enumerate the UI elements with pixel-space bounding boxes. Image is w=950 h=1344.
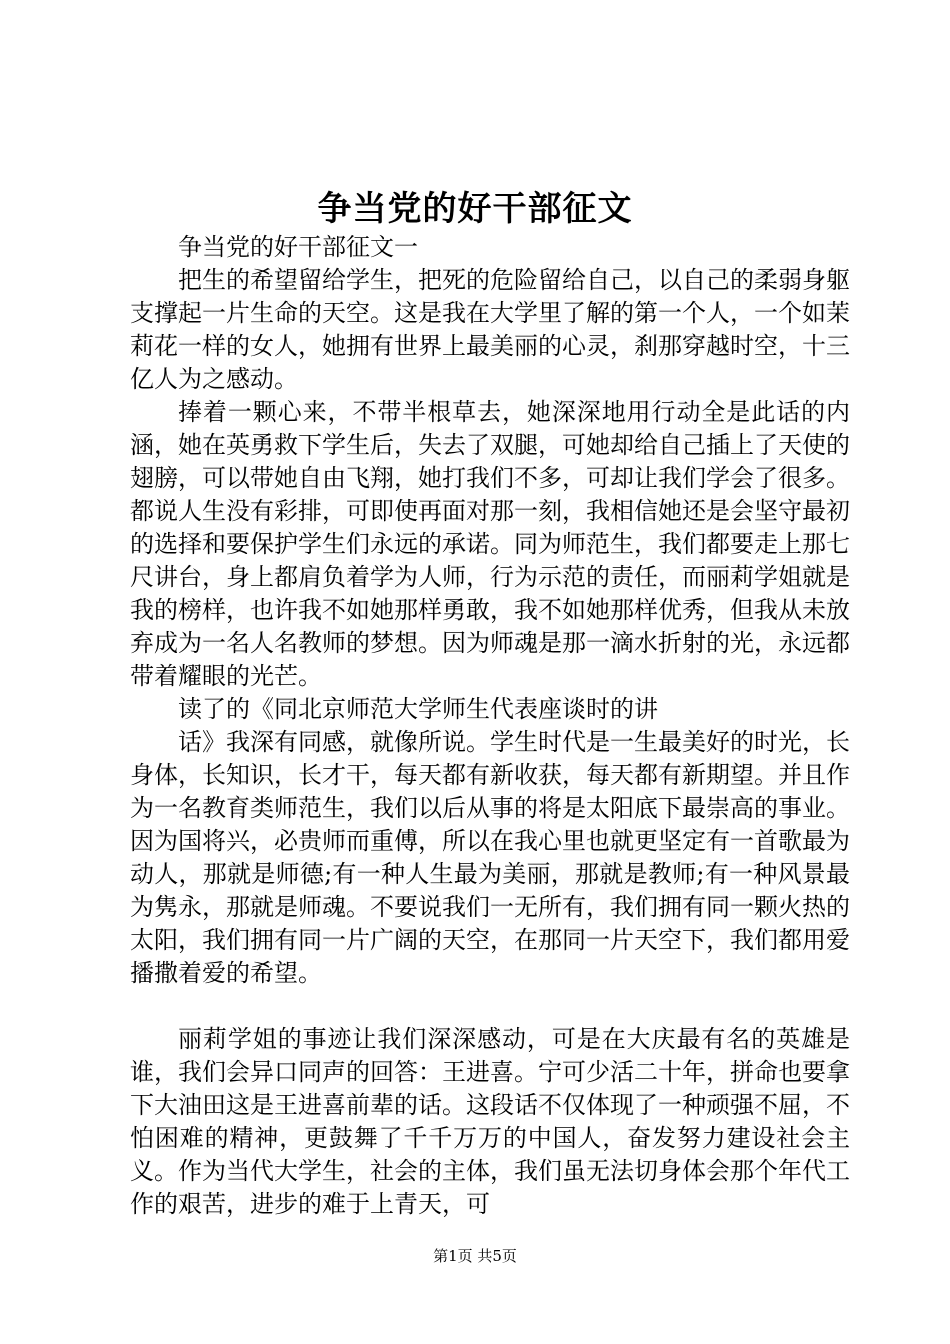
document-title: 争当党的好干部征文 <box>317 189 633 229</box>
paragraph: 把生的希望留给学生，把死的危险留给自己，以自己的柔弱身躯支撑起一片生命的天空。这是我在大学里了解的第一个人，一个如茉莉花一样的女人，她拥有世界上最美丽的心灵，刹那穿越时空，十三亿人为之感动。 <box>130 266 850 393</box>
paragraph: 捧着一颗心来，不带半根草去，她深深地用行动全是此话的内涵，她在英勇救下学生后，失去了双腿，可她却给自己插上了天使的翅膀，可以带她自由飞翔，她打我们不多，可却让我们学会了很多。都说人生没有彩排，可即使再面对那一刻，我相信她还是会坚守最初的选择和要保护学生们永远的承诺。同为师范生，我们都要走上那七尺讲台，身上都肩负着学为人师，行为示范的责任，而丽莉学姐就是我的榜样，也许我不如她那样勇敢，我不如她那样优秀，但我从未放弃成为一名人名教师的梦想。因为师魂是那一滴水折射的光，永远都带着耀眼的光芒。 <box>130 398 850 690</box>
document-body <box>130 231 850 1221</box>
paragraph: 丽莉学姐的事迹让我们深深感动，可是在大庆最有名的英雄是谁，我们会异口同声的回答：王进喜。宁可少活二十年，拼命也要拿下大油田这是王进喜前辈的话。这段话不仅体现了一种顽强不屈，不怕困难的精神，更鼓舞了千千万万的中国人，奋发努力建设社会主义。作为当代大学生，社会的主体，我们虽无法切身体会那个年代工作的艰苦，进步的难于上青天，可 <box>130 1025 850 1218</box>
paragraph-subtitle: 争当党的好干部征文一 <box>178 233 418 261</box>
page-indicator: 第1页 共5页 <box>433 1247 517 1265</box>
paragraph: 读了的《同北京师范大学师生代表座谈时的讲 <box>178 695 658 723</box>
paragraph: 话》我深有同感，就像所说。学生时代是一生最美好的时光，长身体，长知识，长才干，每天都有新收获，每天都有新期望。并且作为一名教育类师范生，我们以后从事的将是太阳底下最崇高的事业。因为国将兴，必贵师而重傅，所以在我心里也就更坚定有一首歌最为动人，那就是师德;有一种人生最为美丽，那就是教师;有一种风景最为隽永，那就是师魂。不要说我们一无所有，我们拥有同一颗火热的太阳，我们拥有同一片广阔的天空，在那同一片天空下，我们都用爱播撒着爱的希望。 <box>130 728 850 987</box>
